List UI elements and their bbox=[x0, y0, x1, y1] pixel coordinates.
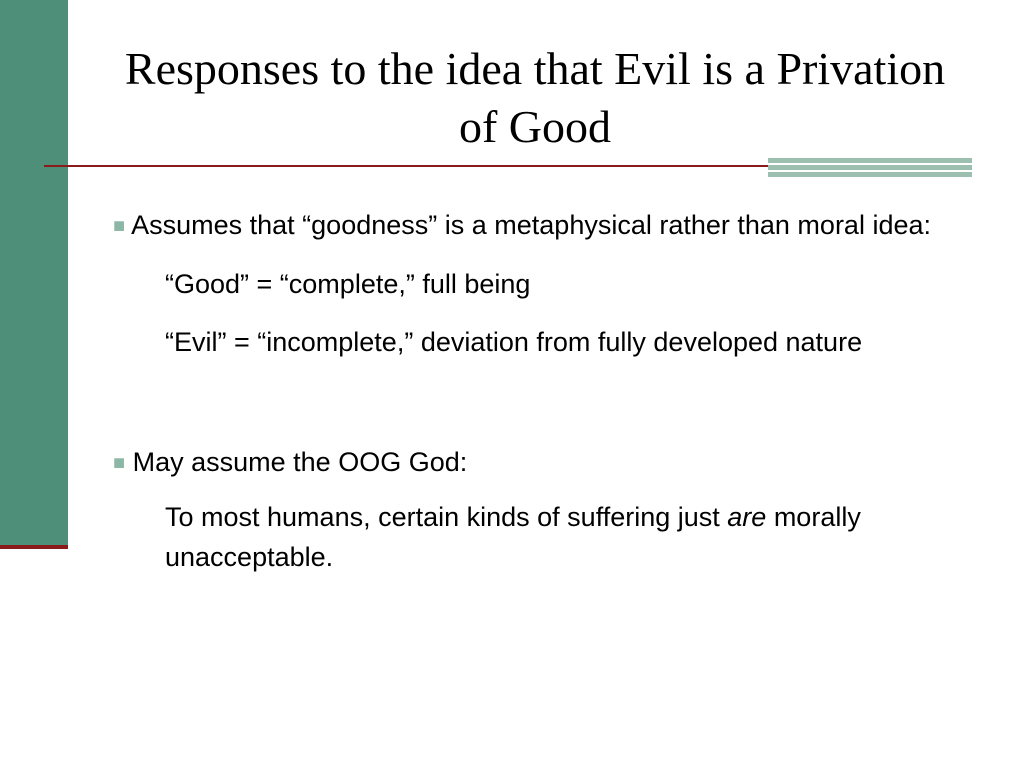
bullet-2-text: May assume the OOG God: bbox=[132, 447, 468, 477]
subpoint-text-after: morally unacceptable. bbox=[165, 502, 861, 572]
square-bullet-icon: ■ bbox=[113, 452, 126, 474]
square-bullet-icon: ■ bbox=[113, 215, 126, 237]
bullet-1-subpoint-1: “Good” = “complete,” full being bbox=[165, 269, 531, 299]
bullet-2-subpoint-1 bbox=[165, 497, 953, 577]
spacer bbox=[113, 362, 953, 442]
bullet-1 bbox=[113, 205, 953, 246]
bullet-1-subpoint-2: “Evil” = “incomplete,” deviation from fully developed nature bbox=[165, 327, 863, 357]
bullet-1-text: Assumes that “goodness” is a metaphysical rather than moral idea: bbox=[131, 210, 931, 240]
slide-content bbox=[113, 205, 953, 577]
bullet-2 bbox=[113, 442, 953, 483]
left-decorative-bar bbox=[0, 0, 68, 545]
left-bar-rule bbox=[0, 545, 68, 549]
subpoint-text-before: To most humans, certain kinds of suffering just bbox=[165, 502, 728, 532]
slide-title: Responses to the idea that Evil is a Privation of Good bbox=[124, 43, 946, 152]
accent-stripes bbox=[768, 158, 972, 178]
subpoint-emphasis: are bbox=[727, 502, 767, 532]
